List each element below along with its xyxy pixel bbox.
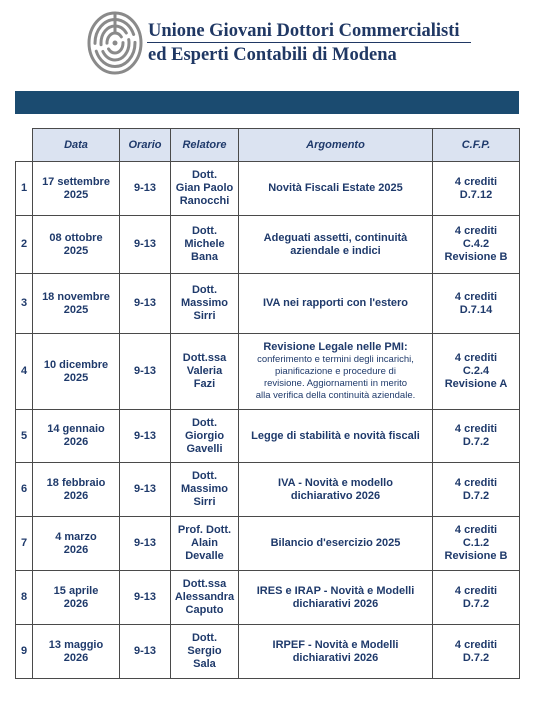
table-row xyxy=(16,625,520,679)
title-band xyxy=(15,91,519,114)
speaker-line: Sala xyxy=(193,658,216,670)
header-argomento: Argomento xyxy=(239,129,433,162)
cfp-line: C.4.2 xyxy=(462,238,490,250)
cfp-cell xyxy=(433,162,520,216)
cfp-cell xyxy=(433,334,520,410)
document-header xyxy=(0,0,533,88)
speaker-line: Dott. xyxy=(191,284,218,296)
cfp-cell xyxy=(433,571,520,625)
topic-line: dichiarativi 2026 xyxy=(292,597,379,610)
date-line: 2025 xyxy=(63,371,89,384)
time-cell: 9-13 xyxy=(120,162,171,216)
topic-line: IRPEF - Novità e Modelli xyxy=(272,638,399,651)
cfp-line: C.1.2 xyxy=(462,537,490,549)
topic-cell xyxy=(239,517,433,571)
org-name-line1: Unione Giovani Dottori Commercialisti xyxy=(148,21,460,41)
speaker-line: Michele xyxy=(184,238,225,250)
row-number: 7 xyxy=(16,517,33,571)
date-cell xyxy=(33,274,120,334)
cfp-cell xyxy=(433,625,520,679)
cfp-cell xyxy=(433,517,520,571)
cfp-line: D.7.14 xyxy=(459,303,493,316)
cfp-line: Revisione B xyxy=(444,251,508,263)
cfp-line: D.7.2 xyxy=(462,436,490,448)
speaker-line: Devalle xyxy=(185,550,224,562)
date-cell xyxy=(33,410,120,463)
date-line: 13 maggio xyxy=(48,638,104,651)
speaker-line: Dott. xyxy=(191,225,218,237)
cfp-line: 4 crediti xyxy=(454,290,498,303)
speaker-line: Caputo xyxy=(185,604,224,616)
cfp-line: D.7.12 xyxy=(459,188,493,201)
speaker-line: Dott. xyxy=(191,632,218,644)
cfp-line: C.2.4 xyxy=(462,365,490,377)
topic-line: Bilancio d'esercizio 2025 xyxy=(270,537,401,549)
date-line: 2025 xyxy=(63,303,89,316)
date-line: 2026 xyxy=(63,489,89,502)
speaker-line: Massimo xyxy=(180,297,229,309)
cfp-line: 4 crediti xyxy=(454,638,498,651)
cfp-line: 4 crediti xyxy=(454,423,498,435)
cfp-line: 4 crediti xyxy=(454,476,498,489)
row-number: 3 xyxy=(16,274,33,334)
date-cell xyxy=(33,625,120,679)
date-cell xyxy=(33,463,120,517)
topic-detail-line: conferimento e termini degli incarichi, xyxy=(257,354,414,365)
table-header-row xyxy=(16,129,520,162)
topic-line: IVA - Novità e modello xyxy=(278,476,393,489)
cfp-line: D.7.2 xyxy=(462,597,490,610)
cfp-line: 4 crediti xyxy=(454,352,498,364)
topic-line: IVA nei rapporti con l'estero xyxy=(262,297,409,309)
cfp-line: Revisione A xyxy=(444,378,508,390)
topic-cell xyxy=(239,410,433,463)
topic-line: dichiarativo 2026 xyxy=(290,489,381,502)
date-line: 2026 xyxy=(63,436,89,448)
speaker-line: Alain xyxy=(191,537,218,549)
topic-line: Novità Fiscali Estate 2025 xyxy=(268,182,403,194)
time-cell: 9-13 xyxy=(120,274,171,334)
date-line: 15 aprile xyxy=(53,584,99,597)
speaker-cell xyxy=(171,274,239,334)
topic-cell xyxy=(239,274,433,334)
topic-cell xyxy=(239,625,433,679)
date-line: 18 febbraio xyxy=(46,476,106,489)
date-cell xyxy=(33,517,120,571)
speaker-cell xyxy=(171,334,239,410)
table-row xyxy=(16,216,520,274)
header-corner xyxy=(16,129,33,162)
speaker-line: Fazi xyxy=(193,378,216,390)
date-line: 2026 xyxy=(63,597,89,610)
speaker-cell xyxy=(171,162,239,216)
date-line: 2025 xyxy=(63,188,89,201)
speaker-cell xyxy=(171,571,239,625)
date-line: 18 novembre xyxy=(42,290,110,303)
topic-cell xyxy=(239,216,433,274)
row-number: 9 xyxy=(16,625,33,679)
row-number: 4 xyxy=(16,334,33,410)
topic-detail-line: alla verifica della continuità aziendale. xyxy=(255,390,416,401)
row-number: 2 xyxy=(16,216,33,274)
topic-cell xyxy=(239,162,433,216)
speaker-line: Sirri xyxy=(193,310,216,322)
date-line: 2026 xyxy=(63,651,89,664)
speaker-line: Gian Paolo xyxy=(175,182,234,194)
cfp-line: 4 crediti xyxy=(454,175,498,188)
table-row xyxy=(16,334,520,410)
topic-cell xyxy=(239,463,433,517)
table-row xyxy=(16,162,520,216)
header-orario: Orario xyxy=(120,129,171,162)
topic-cell xyxy=(239,334,433,410)
speaker-line: Dott.ssa xyxy=(182,352,227,364)
date-cell xyxy=(33,162,120,216)
speaker-line: Dott. xyxy=(191,169,218,181)
row-number: 6 xyxy=(16,463,33,517)
time-cell: 9-13 xyxy=(120,463,171,517)
row-number: 1 xyxy=(16,162,33,216)
speaker-line: Prof. Dott. xyxy=(177,524,232,536)
table-row xyxy=(16,410,520,463)
date-cell xyxy=(33,571,120,625)
date-line: 10 dicembre xyxy=(43,358,109,371)
date-line: 17 settembre xyxy=(42,175,110,188)
topic-detail-line: revisione. Aggiornamenti in merito xyxy=(263,378,408,389)
time-cell: 9-13 xyxy=(120,216,171,274)
time-cell: 9-13 xyxy=(120,334,171,410)
speaker-line: Valeria xyxy=(186,365,223,377)
cfp-line: 4 crediti xyxy=(454,584,498,597)
speaker-line: Dott.ssa xyxy=(182,578,227,590)
cfp-cell xyxy=(433,216,520,274)
cfp-cell xyxy=(433,463,520,517)
header-cfp: C.F.P. xyxy=(433,129,520,162)
speaker-cell xyxy=(171,410,239,463)
speaker-line: Sergio xyxy=(187,645,222,657)
speaker-line: Giorgio xyxy=(184,429,225,442)
date-cell xyxy=(33,334,120,410)
cfp-line: 4 crediti xyxy=(454,524,498,536)
speaker-line: Massimo xyxy=(180,483,229,495)
org-name-line2: ed Esperti Contabili di Modena xyxy=(148,45,397,65)
header-rule xyxy=(147,42,471,43)
speaker-line: Dott. xyxy=(191,416,218,429)
time-cell: 9-13 xyxy=(120,517,171,571)
speaker-line: Gavelli xyxy=(186,442,223,455)
time-cell: 9-13 xyxy=(120,410,171,463)
topic-line: dichiarativi 2026 xyxy=(292,651,379,664)
date-line: 14 gennaio xyxy=(47,423,105,435)
cfp-cell xyxy=(433,274,520,334)
speaker-cell xyxy=(171,463,239,517)
topic-line: Legge di stabilità e novità fiscali xyxy=(251,429,420,442)
date-line: 4 marzo xyxy=(55,530,97,543)
speaker-cell xyxy=(171,216,239,274)
speaker-line: Ranocchi xyxy=(179,195,230,207)
speaker-line: Dott. xyxy=(191,470,218,482)
header-data: Data xyxy=(33,129,120,162)
time-cell: 9-13 xyxy=(120,625,171,679)
cfp-line: D.7.2 xyxy=(462,489,490,502)
schedule-table xyxy=(15,128,520,679)
speaker-cell xyxy=(171,517,239,571)
table-row xyxy=(16,571,520,625)
speaker-line: Alessandra xyxy=(174,591,235,603)
date-line: 08 ottobre xyxy=(49,231,103,244)
table-row xyxy=(16,463,520,517)
topic-line: Revisione Legale nelle PMI: xyxy=(263,341,408,353)
cfp-line: 4 crediti xyxy=(454,225,498,237)
labyrinth-logo-icon xyxy=(86,9,144,77)
cfp-cell xyxy=(433,410,520,463)
row-number: 8 xyxy=(16,571,33,625)
speaker-line: Sirri xyxy=(193,496,216,508)
cfp-line: D.7.2 xyxy=(462,651,490,664)
speaker-line: Bana xyxy=(191,251,218,263)
cfp-line: Revisione B xyxy=(444,550,508,562)
table-row xyxy=(16,274,520,334)
row-number: 5 xyxy=(16,410,33,463)
topic-cell xyxy=(239,571,433,625)
time-cell: 9-13 xyxy=(120,571,171,625)
topic-line: Adeguati assetti, continuità xyxy=(263,231,408,244)
date-line: 2026 xyxy=(63,543,89,556)
speaker-cell xyxy=(171,625,239,679)
topic-detail-line: pianificazione e procedure di xyxy=(275,366,396,377)
topic-line: IRES e IRAP - Novità e Modelli xyxy=(256,584,415,597)
table-body xyxy=(16,162,520,679)
date-line: 2025 xyxy=(63,244,89,257)
table-row xyxy=(16,517,520,571)
topic-line: aziendale e indici xyxy=(290,244,381,257)
date-cell xyxy=(33,216,120,274)
header-relatore: Relatore xyxy=(171,129,239,162)
